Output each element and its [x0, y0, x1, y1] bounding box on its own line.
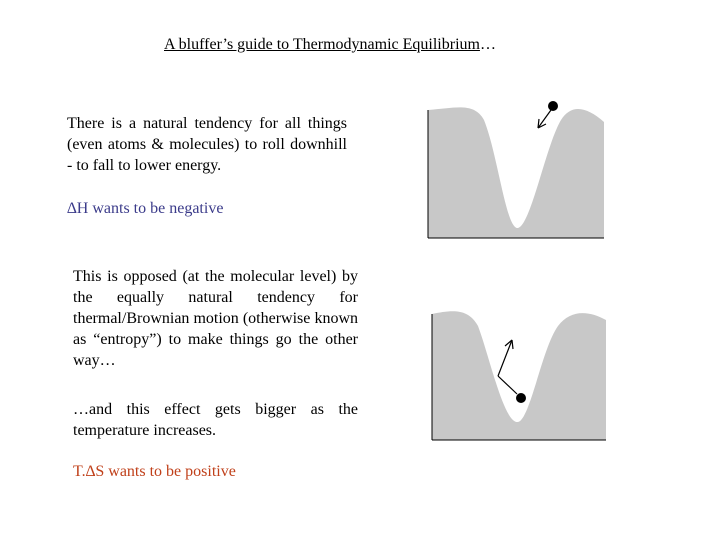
title-main: A bluffer’s guide to Thermodynamic Equilibrium: [164, 36, 480, 53]
title-suffix: …: [479, 36, 496, 53]
ball-icon: [548, 101, 558, 111]
thermal-arrow-up-left-icon: [498, 376, 517, 394]
paragraph-downhill: There is a natural tendency for all things (even atoms & molecules) to roll downhill - to fall to lower energy.: [67, 115, 347, 174]
delta-h-statement: ∆H wants to be negative: [67, 200, 224, 217]
t-delta-s-statement: T.∆S wants to be positive: [73, 463, 236, 480]
energy-well-shape: [428, 107, 604, 238]
energy-well-shape: [432, 311, 606, 440]
energy-well-diagram-downhill: [426, 100, 606, 240]
paragraph-temperature: …and this effect gets bigger as the temperature increases.: [73, 401, 358, 439]
page-title: [164, 36, 496, 54]
paragraph-entropy: This is opposed (at the molecular level) by the equally natural tendency for thermal/Brownian motion (otherwise known as “entropy”) to make things go the other way…: [73, 268, 358, 369]
energy-well-diagram-thermal: [430, 308, 606, 442]
ball-icon: [516, 393, 526, 403]
